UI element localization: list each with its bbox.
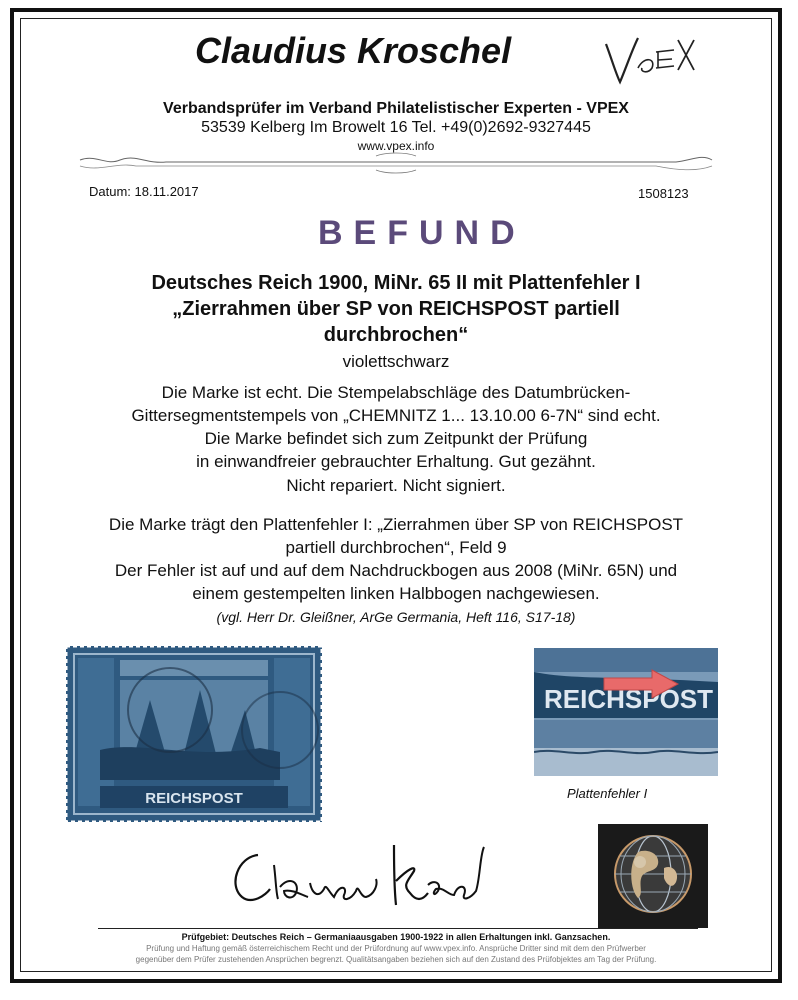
assessment-line: Die Marke ist echt. Die Stempelabschläge des Datumbrücken- xyxy=(161,383,631,402)
plate-error-line: einem gestempelten linken Halbbogen nachgewiesen. xyxy=(192,584,600,603)
vpex-signature-logo xyxy=(598,30,698,88)
plate-error-detail-image xyxy=(534,648,718,776)
subject-line-3: durchbrochen“ xyxy=(323,324,469,346)
detail-label: REICHSPOST xyxy=(544,684,714,714)
literature-reference: (vgl. Herr Dr. Gleißner, ArGe Germania, Heft 116, S17-18) xyxy=(216,609,576,625)
footer-legal-2: gegenüber dem Prüfer zustehenden Ansprüchen begrenzt. Qualitätsangaben beziehen sich auf den Zustand des Prüfobjektes am Tag der Prüfung. xyxy=(135,955,657,964)
decorative-flourish xyxy=(76,150,716,176)
footer-divider xyxy=(98,928,698,929)
subject-line-2: „Zierrahmen über SP von REICHSPOST partiell xyxy=(172,298,620,320)
address-line: 53539 Kelberg Im Browelt 16 Tel. +49(0)2692-9327445 xyxy=(201,119,591,136)
plate-error-line: Der Fehler ist auf und auf dem Nachdruckbogen aus 2008 (MiNr. 65N) und xyxy=(114,561,678,580)
hologram-globe-icon xyxy=(598,824,708,928)
subject-line-1: Deutsches Reich 1900, MiNr. 65 II mit Plattenfehler I xyxy=(151,272,641,294)
association-line: Verbandsprüfer im Verband Philatelistischer Experten - VPEX xyxy=(163,100,629,117)
plate-error-line: partiell durchbrochen“, Feld 9 xyxy=(285,538,507,557)
assessment-line: Gittersegmentstempels von „CHEMNITZ 1... 13.10.00 6-7N“ sind echt. xyxy=(131,406,661,425)
stamp-label: REICHSPOST xyxy=(145,790,243,807)
assessment-line: in einwandfreier gebrauchter Erhaltung. Gut gezähnt. xyxy=(196,452,596,471)
expert-name: Claudius Kroschel xyxy=(195,30,512,71)
stamp-image xyxy=(60,640,328,828)
certificate-date: Datum: 18.11.2017 xyxy=(89,184,199,199)
assessment-line: Die Marke befindet sich zum Zeitpunkt der Prüfung xyxy=(204,429,588,448)
stamp-color: violettschwarz xyxy=(342,352,450,371)
footer-legal-1: Prüfung und Haftung gemäß österreichischem Recht und der Prüfordnung auf www.vpex.info. Ansprüche Dritter sind mit dem den Prüfwerber xyxy=(146,944,646,953)
document-title: BEFUND xyxy=(318,214,526,252)
certificate-number: 1508123 xyxy=(638,186,689,201)
footer-scope: Prüfgebiet: Deutsches Reich – Germaniaausgaben 1900-1922 in allen Erhaltungen inkl. Ganzsachen. xyxy=(181,932,611,942)
handwritten-signature xyxy=(218,835,498,915)
assessment-line: Nicht repariert. Nicht signiert. xyxy=(286,476,506,495)
website-link[interactable]: www.vpex.info xyxy=(357,139,435,153)
plate-error-line: Die Marke trägt den Plattenfehler I: „Zierrahmen über SP von REICHSPOST xyxy=(108,515,684,534)
detail-caption: Plattenfehler I xyxy=(567,786,648,801)
